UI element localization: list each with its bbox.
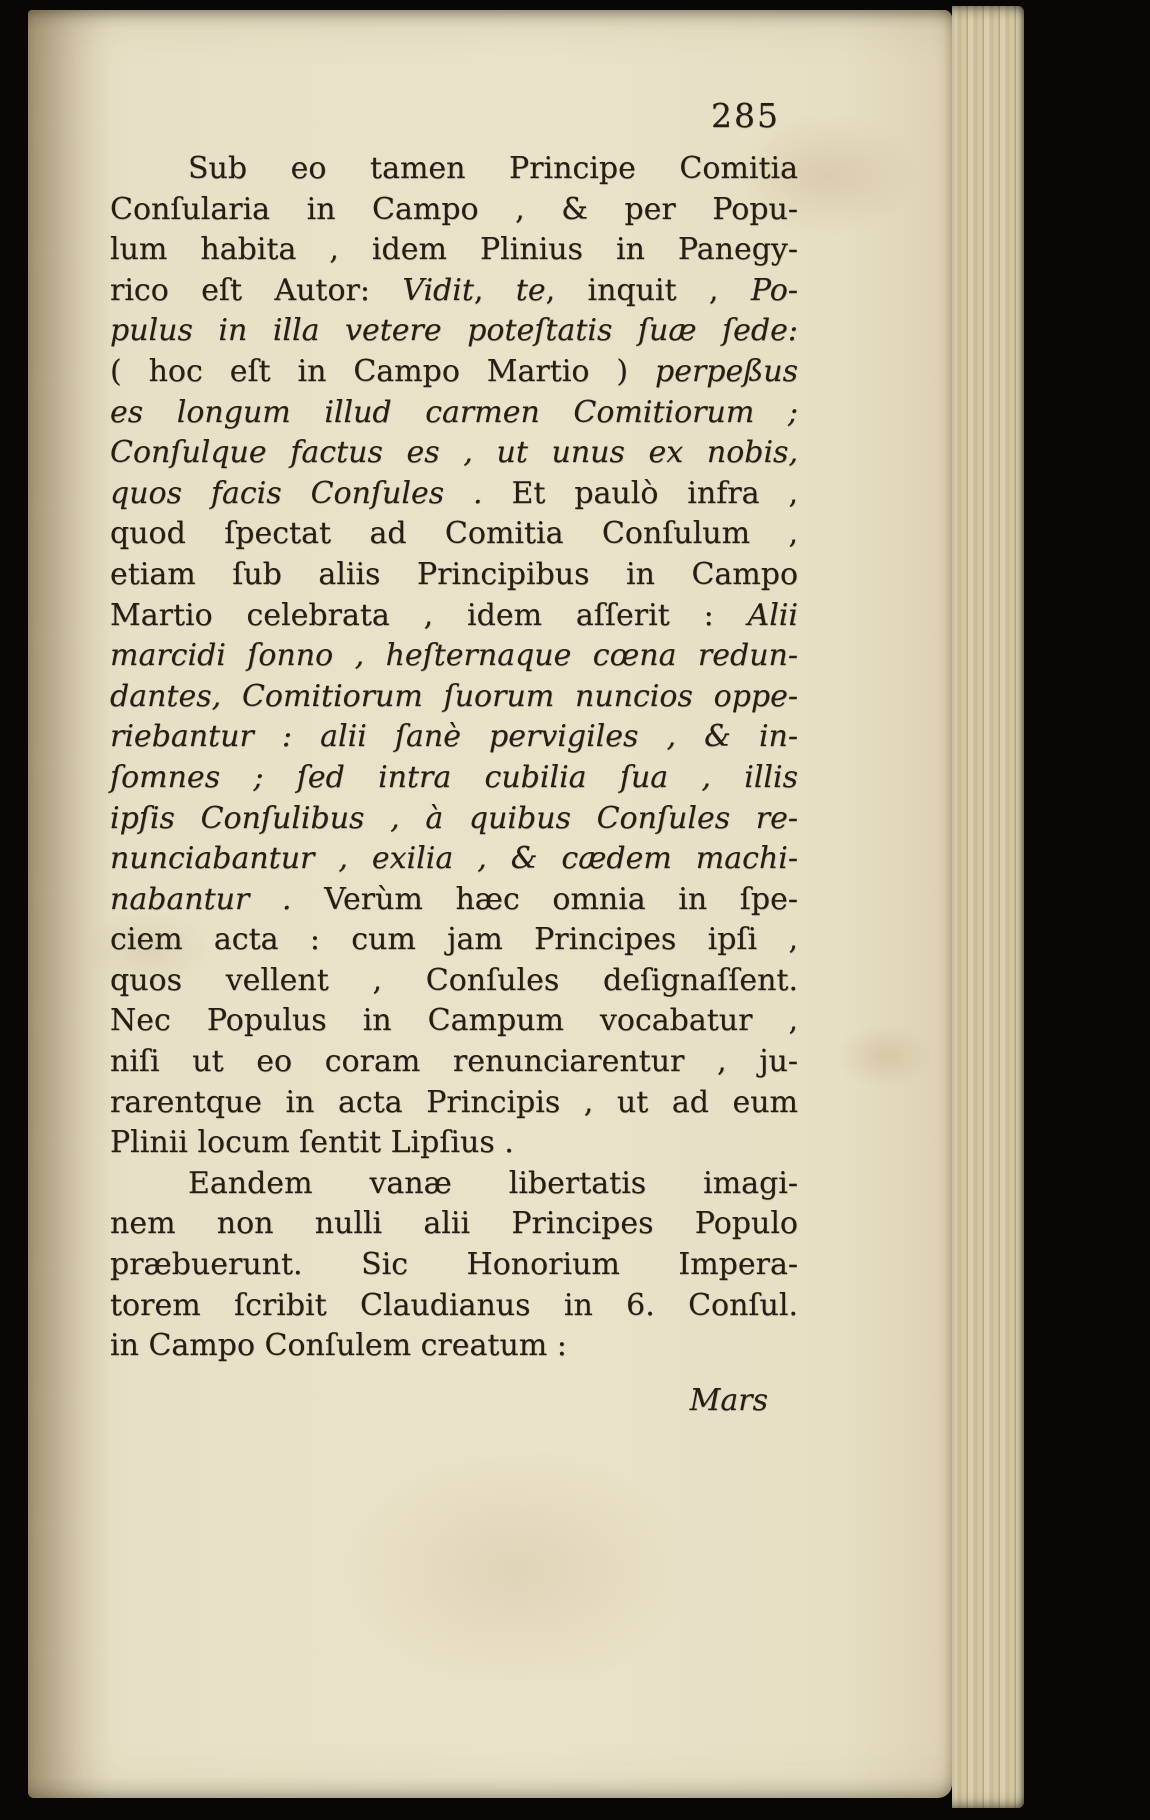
text-line xyxy=(110,717,798,758)
text-line xyxy=(110,880,798,921)
text-segment: Plinii locum ſentit Lipſius . xyxy=(110,1125,514,1161)
text-line xyxy=(110,271,798,312)
italic-text-segment: dantes, Comitiorum ſuorum nuncios oppe- xyxy=(110,678,798,714)
text-segment: niſi ut eo coram renunciarentur , ju- xyxy=(110,1044,798,1080)
catchword: Mars xyxy=(689,1382,768,1418)
italic-text-segment: pulus in illa vetere poteſtatis ſuæ ſede: xyxy=(110,313,798,349)
text-segment: præbuerunt. Sic Honorium Impera- xyxy=(110,1247,798,1283)
text-segment: Eandem vanæ libertatis imagi- xyxy=(188,1165,798,1201)
text-segment: ( hoc eſt in Campo Martio ) xyxy=(110,353,655,389)
text-line xyxy=(110,1164,798,1205)
italic-text-segment: Alii xyxy=(747,597,798,633)
italic-text-segment: es longum illud carmen Comitiorum ; xyxy=(110,394,798,430)
page-edge-stack xyxy=(952,6,1024,1808)
text-line xyxy=(110,839,798,880)
text-line xyxy=(110,1245,798,1286)
text-segment: in Campo Conſulem creatum : xyxy=(110,1328,567,1364)
text-line xyxy=(110,1042,798,1083)
text-segment: Nec Populus in Campum vocabatur , xyxy=(110,1003,798,1039)
text-block xyxy=(110,149,798,1421)
text-line xyxy=(110,961,798,1002)
text-segment: Et paulò infra , xyxy=(482,475,798,511)
book-page xyxy=(28,10,952,1798)
text-segment: nem non nulli alii Principes Populo xyxy=(110,1206,798,1242)
italic-text-segment: ſomnes ; ſed intra cubilia ſua , illis xyxy=(110,759,798,795)
lines-container xyxy=(110,149,798,1367)
italic-text-segment: Po- xyxy=(750,272,798,308)
text-line xyxy=(110,1083,798,1124)
text-line xyxy=(110,352,798,393)
italic-text-segment: ipſis Conſulibus , à quibus Conſules re- xyxy=(110,800,798,836)
text-line xyxy=(110,677,798,718)
text-segment: quos vellent , Conſules deſignaſſent. xyxy=(110,962,798,998)
text-line xyxy=(110,1286,798,1327)
text-segment: lum habita , idem Plinius in Panegy- xyxy=(110,232,798,268)
italic-text-segment: Vidit xyxy=(402,272,474,308)
text-segment: , xyxy=(473,272,516,308)
text-line xyxy=(110,149,798,190)
text-line xyxy=(110,311,798,352)
text-line xyxy=(110,474,798,515)
italic-text-segment: nunciabantur , exilia , & cædem machi- xyxy=(110,841,798,877)
italic-text-segment: te xyxy=(515,272,546,308)
text-segment: , inquit , xyxy=(545,272,751,308)
text-line xyxy=(110,230,798,271)
text-line xyxy=(110,758,798,799)
text-line xyxy=(110,555,798,596)
text-line xyxy=(110,433,798,474)
text-line xyxy=(110,1001,798,1042)
text-line xyxy=(110,1123,798,1164)
text-line xyxy=(110,1204,798,1245)
text-segment: rarentque in acta Principis , ut ad eum xyxy=(110,1084,798,1120)
text-line xyxy=(110,596,798,637)
italic-text-segment: Conſulque factus es , ut unus ex nobis, xyxy=(110,435,798,471)
text-line xyxy=(110,393,798,434)
text-segment: rico eſt Autor: xyxy=(110,272,403,308)
text-segment: torem ſcribit Claudianus in 6. Conſul. xyxy=(110,1287,798,1323)
text-line xyxy=(110,1326,798,1367)
text-segment: Sub eo tamen Principe Comitia xyxy=(188,151,798,186)
italic-text-segment: nabantur . xyxy=(110,881,292,917)
text-line xyxy=(110,636,798,677)
italic-text-segment: perpeßus xyxy=(654,353,798,389)
italic-text-segment: riebantur : alii ſanè pervigiles , & in- xyxy=(110,719,798,755)
text-segment: Martio celebrata , idem aſſerit : xyxy=(110,597,748,633)
text-line xyxy=(110,920,798,961)
page-number: 285 xyxy=(711,96,780,135)
text-line xyxy=(110,799,798,840)
italic-text-segment: quos facis Conſules . xyxy=(110,475,483,511)
text-segment: etiam ſub aliis Principibus in Campo xyxy=(110,556,798,592)
text-segment: Conſularia in Campo , & per Popu- xyxy=(110,191,798,227)
italic-text-segment: marcidi ſonno , heſternaque cœna redun- xyxy=(110,638,798,674)
text-line xyxy=(110,514,798,555)
text-line xyxy=(110,190,798,231)
text-segment: quod ſpectat ad Comitia Conſulum , xyxy=(110,516,798,552)
text-segment: Verùm hæc omnia in ſpe- xyxy=(291,881,798,917)
text-segment: ciem acta : cum jam Principes ipſi , xyxy=(110,922,798,958)
